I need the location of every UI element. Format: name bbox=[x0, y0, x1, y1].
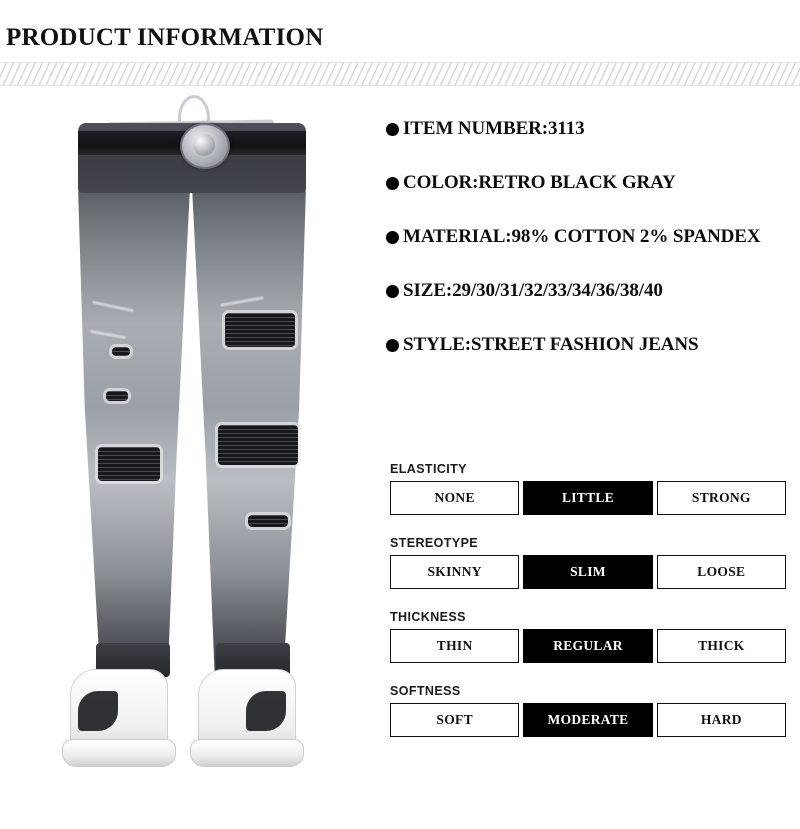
spec-text: ITEM NUMBER:3113 bbox=[403, 118, 585, 139]
attribute-option-little[interactable]: LITTLE bbox=[523, 481, 652, 515]
distressed-rip bbox=[98, 447, 160, 481]
attribute-scales bbox=[390, 462, 786, 758]
attribute-option-soft[interactable]: SOFT bbox=[390, 703, 519, 737]
attribute-thickness bbox=[390, 610, 786, 663]
attribute-option-moderate[interactable]: MODERATE bbox=[523, 703, 652, 737]
attribute-label: SOFTNESS bbox=[390, 684, 461, 698]
spec-item-material bbox=[386, 226, 786, 248]
attribute-stereotype bbox=[390, 536, 786, 589]
bullet-icon bbox=[386, 231, 399, 244]
right-sneaker bbox=[190, 661, 302, 779]
attribute-label: STEREOTYPE bbox=[390, 536, 479, 550]
attribute-option-slim[interactable]: SLIM bbox=[523, 555, 652, 589]
attribute-label: ELASTICITY bbox=[390, 462, 467, 476]
sneaker-sole bbox=[190, 739, 304, 767]
attribute-options-row bbox=[390, 703, 786, 737]
product-image bbox=[20, 95, 360, 815]
spec-text: STYLE:STREET FASHION JEANS bbox=[403, 334, 699, 355]
sneaker-sole bbox=[62, 739, 176, 767]
distressed-rip bbox=[248, 515, 288, 527]
belt-buckle bbox=[180, 123, 230, 169]
attribute-option-thin[interactable]: THIN bbox=[390, 629, 519, 663]
attribute-option-hard[interactable]: HARD bbox=[657, 703, 786, 737]
distressed-rip bbox=[112, 347, 130, 356]
attribute-option-skinny[interactable]: SKINNY bbox=[390, 555, 519, 589]
distressed-rip bbox=[106, 391, 128, 401]
bullet-icon bbox=[386, 339, 399, 352]
attribute-option-thick[interactable]: THICK bbox=[657, 629, 786, 663]
attribute-softness bbox=[390, 684, 786, 737]
distressed-rip bbox=[218, 425, 298, 465]
attribute-options-row bbox=[390, 481, 786, 515]
spec-item-color bbox=[386, 172, 786, 194]
spec-item-size bbox=[386, 280, 786, 302]
attribute-option-loose[interactable]: LOOSE bbox=[657, 555, 786, 589]
distressed-rip bbox=[225, 313, 295, 347]
attribute-label: THICKNESS bbox=[390, 610, 466, 624]
attribute-options-row bbox=[390, 629, 786, 663]
hatched-divider bbox=[0, 62, 800, 86]
attribute-options-row bbox=[390, 555, 786, 589]
spec-text: SIZE:29/30/31/32/33/34/36/38/40 bbox=[403, 280, 663, 301]
attribute-option-none[interactable]: NONE bbox=[390, 481, 519, 515]
attribute-option-regular[interactable]: REGULAR bbox=[523, 629, 652, 663]
sneaker-side-panel bbox=[78, 691, 118, 731]
jeans-left-leg bbox=[78, 187, 190, 677]
product-spec-list bbox=[386, 118, 786, 388]
spec-item-item-number bbox=[386, 118, 786, 140]
left-sneaker bbox=[62, 661, 174, 779]
spec-item-style bbox=[386, 334, 786, 356]
page-title: PRODUCT INFORMATION bbox=[6, 24, 324, 51]
bullet-icon bbox=[386, 285, 399, 298]
attribute-option-strong[interactable]: STRONG bbox=[657, 481, 786, 515]
spec-text: COLOR:RETRO BLACK GRAY bbox=[403, 172, 676, 193]
attribute-elasticity bbox=[390, 462, 786, 515]
sneaker-side-panel bbox=[246, 691, 286, 731]
bullet-icon bbox=[386, 177, 399, 190]
spec-text: MATERIAL:98% COTTON 2% SPANDEX bbox=[403, 226, 761, 247]
bullet-icon bbox=[386, 123, 399, 136]
